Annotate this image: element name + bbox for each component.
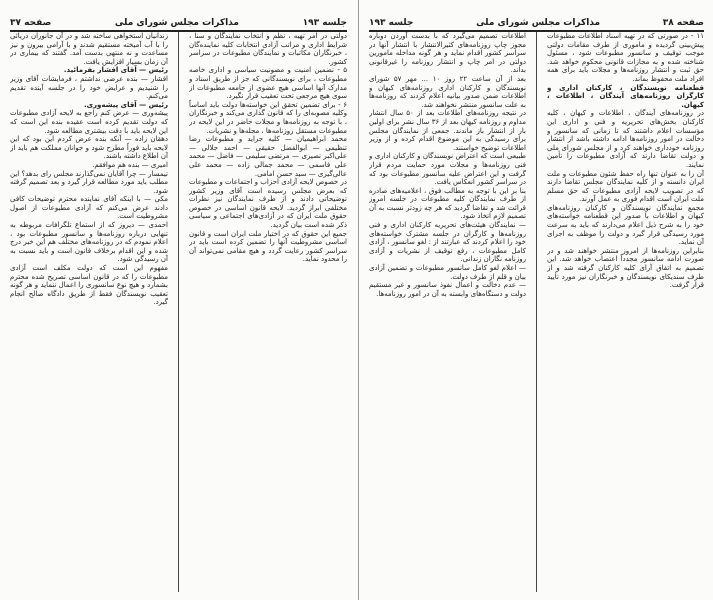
right-header-title: مذاکرات مجلس شورای ملی bbox=[476, 18, 601, 28]
left-session-number: جلسه ۱۹۳ bbox=[302, 18, 347, 28]
paragraph: اطلاعات تصمیم می‌گیرد که با بدست آوردن دوباره مجوز چاپ روزنامه‌های کثیرالانتشار با انتشار آنها در سراسر کشور اقدام نماید و هر گونه مداخله مامورین دولتی در امر چاپ و انتشار روزنامه را غیرقانونی بداند. bbox=[369, 32, 526, 75]
speech: رئیس — آقای افشار بفرمائید. bbox=[63, 66, 168, 75]
paragraph: در نتیجه روزنامه‌های اطلاعات بعد از ۵۰ سال انتشار مداوم و روزنامه کیهان بعد از ۳۶ سال نشر برای اولین بار از انتشار باز ماندند. جمعی از نمایندگان مجلس برای رسیدگی به این موضوع اقدام کرده و از وزیر اطلاعات توضیح خواستند. bbox=[369, 109, 526, 152]
speech: امیری — بنده هم موافقم. bbox=[92, 160, 168, 169]
paragraph: مجمع نمایندگان نویسندگان و کارکنان روزنامه‌های کیهان و اطلاعات با صدور این قطعنامه خواسته‌های خود را به شرح ذیل اعلام می‌دارند که باید به سرعت مورد رسیدگی قرار گیرد و دولت را موظف به اجرای آن نماید. bbox=[547, 203, 704, 247]
speech: احمدی — دیروز که از استماع تلگرافات مربوطه به تنهایی درباره روزنامه‌ها و سانسور مطبوعات بود ، اعلام نمودم که در روزنامه‌های مختلف هم این خبر درج شده و این اقدام برخلاف قانون است و باید نسبت به آن رسیدگی شود. bbox=[10, 221, 168, 264]
paragraph: آن را به عنوان تنها راه حفظ شئون مطبوعات و ملت ایران دانسته و از کلیه نمایندگان مجلس تقاضا دارند که در تصویب لایحه آزادی مطبوعات که حق مسلم ملت ایران است اقدام فوری به عمل آورند. bbox=[547, 169, 704, 204]
paragraph: دولتی در امر تهیه ، نظم و انتخاب نمایندگان و سنا ، شرایط اداری و مراتب آزادی انتخابات کلیه نماینده‌گان ، خبرنگاران مکاتبات و نمایندگان مطبوعات در سراسر کشور. bbox=[189, 32, 347, 66]
right-page-columns bbox=[369, 32, 704, 592]
left-page-number: صفحه ۳۷ bbox=[10, 18, 52, 28]
left-page-columns bbox=[10, 32, 347, 592]
speech: افشار — بنده عرضی نداشتم ، فرمایشات آقای وزیر را شنیدیم و عرایض خود را در جلسه آینده تقدیم می‌کنم. bbox=[10, 74, 168, 101]
right-page bbox=[358, 0, 713, 600]
list-item: — نمایندگان هیئت‌های تحریریه کارکنان اداری و فنی روزنامه‌ها و کارگران در جلسه مشترک خواسته‌های خود را اعلام کردند که عبارتند از : لغو سانسور ، آزادی کامل مطبوعات ، رفع توقیف از نشریات و آزادی روزنامه نگاران زندانی. bbox=[369, 221, 526, 264]
speech: دهقان زاده — آنکه بنده عرض کردم این بود که این لایحه باید فوراً مطرح شود و جوانان مملکت هم باید از آن اطلاع داشته باشند. bbox=[10, 135, 168, 161]
paragraph: در خصوص لایحه آزادی احزاب و اجتماعات و مطبوعات که بعرض مجلس رسیده است آقای وزیر کشور توضیحاتی دادند و از طرف نمایندگان نیز نظرات مختلفی ابراز گردید. لایحه قانون اساسی در خصوص حقوق ملت ایران که در آزادی‌های اجتماعی و سیاسی ذکر شده است بیان گردید. bbox=[189, 178, 347, 230]
paragraph: در روزنامه‌های آیندگان ، اطلاعات و کیهان ، کلیه کارکنان بخش‌های تحریریه و فنی و اداری این مؤسسات اعلام داشتند که تا زمانی که سانسور و دخالت در امور روزنامه‌ها ادامه داشته باشد از انتشار روزنامه خودداری خواهند کرد و از مجلس شورای ملی و دولت تقاضا دارند که آزادی مطبوعات را تأمین نمایند. bbox=[547, 109, 704, 169]
paragraph: جمیع این حقوق که در اختیار ملت ایران است و قانون اساسی مشروطیت آنها را تضمین کرده است باید در سراسر کشور رعایت گردد و هیچ مقامی نمی‌تواند آن را محدود نماید. bbox=[189, 229, 347, 264]
left-header-title: مذاکرات مجلس شورای ملی bbox=[114, 18, 239, 28]
column-divider bbox=[178, 32, 179, 592]
speech: مکی — با اینکه آقای نماینده محترم توضیحات کافی دادند عرض می‌کنم که آزادی مطبوعات از اصول مشروطیت است. bbox=[10, 195, 168, 221]
list-item: — عدم دخالت و اعمال نفوذ سانسور و غیر مستقیم دولت و دستگاه‌های وابسته به آن در امور روزنامه‌ها. bbox=[369, 281, 526, 298]
speech: رئیس — آقای پیشه‌وری. bbox=[83, 100, 168, 109]
speech: پیشه‌وری — عرض کنم راجع به لایحه آزادی مطبوعات که دولت تقدیم کرده است عقیده بنده این است که این لایحه باید با دقت بیشتری مطالعه شود. bbox=[10, 109, 168, 135]
paragraph: زندانیان استخواهی ساخته شد و در آن جانوران دریائی را با آب آمیخته مستقیم شدند و با آرامی بیرون و نیز مساعدت و نه منتهی بدست آمد. گفتند که بیماری در آن زمان بسیار افزایش یافت. bbox=[10, 32, 168, 66]
right-session-number: جلسه ۱۹۳ bbox=[369, 18, 414, 28]
speech: تیمسار — چرا آقایان نمی‌گذارند مجلس رای بدهد؟ این مطلب باید مورد مطالعه قرار گیرد و بعد تصمیم گرفته شود. bbox=[10, 169, 168, 195]
paragraph: طبیعی است که اعتراض نویسندگان و کارکنان اداری و فنی روزنامه‌ها و مجلات مورد حمایت مردم قرار گرفت و این اعتراض علیه سانسور مطبوعات بود که در سراسر کشور انعکاس یافت. bbox=[369, 152, 526, 187]
right-page-right-column bbox=[547, 32, 704, 592]
left-page-header bbox=[10, 6, 347, 32]
paragraph: ۵ - تضمین امنیت و مصونیت سیاسی و اداری خاصه مطبوعات ، برای نویسندگانی که جز از طریق اسناد و مدارک آنها اساسی هیچ عضوی از جامعه مطبوعات از سوی هیچ مرجعی تحت تعقیب قرار نگیرد. bbox=[189, 66, 347, 101]
paragraph: بعد از آن ساعت ۲۲ روز ۱۰ ... مهر ۵۷ شورای نویسندگان و کارکنان اداری روزنامه‌های کیهان و اطلاعات ضمن صدور بیانیه اعلام کردند که روزنامه‌ها به علت سانسور منتشر نخواهند شد. bbox=[369, 74, 526, 109]
paragraph: ۱۱ - در صورتی که در تهیه اسناد اطلاعات مطبوعات پیش‌بینی گردیده و ماموری از طرف مقامات دولتی موجب توقیف و سانسور مطبوعات شود ، مسئول شناخته شده و به مجازات قانونی محکوم خواهد شد. حق ثبت و انتشار روزنامه‌ها و مجلات باید برای همه افراد ملت محفوظ بماند. bbox=[547, 32, 704, 83]
column-divider bbox=[536, 32, 537, 592]
signatories: محمد ابراهیمیان — کلیه جراید و مطبوعات رضا تنظیمی — ابوالفضل حقیقی — احمد جلالی — علی‌اکبر نصیری — مرتضی سلیمی — فاضل — محمد علی قاسمی — محمد جمالی زاده — محمد علی عالی‌گیری — سید حسن امامی. bbox=[189, 135, 347, 178]
paragraph: بنابراین روزنامه‌ها از امروز منتشر خواهند شد و در صورت ادامه سانسور مجدداً اعتصاب خواهد شد. این تصمیم به اتفاق آرای کلیه کارکنان گرفته شد و از طرف سندیکای نویسندگان و خبرنگاران نیز مورد تأیید قرار گرفت. bbox=[547, 246, 704, 290]
left-page-left-column bbox=[10, 32, 168, 592]
paragraph: بنا بر این با توجه به مطالب فوق ، اعلامیه‌های صادره از طرف نمایندگان کلیه مطبوعات در جلسه امروز قرائت شد و تقاضا گردید که هر چه زودتر نسبت به آن تصمیم لازم اتخاذ شود. bbox=[369, 186, 526, 221]
paragraph: مفهوم این است که دولت مکلف است آزادی مطبوعات را که در قانون اساسی تصریح شده محترم بشمارد و هیچ نوع سانسوری را اعمال ننماید و هر گونه تعقیب نویسندگان فقط از طریق دادگاه صالح انجام گیرد. bbox=[10, 264, 168, 307]
right-page-number: صفحه ۳۸ bbox=[662, 18, 704, 28]
resolution-heading: قطعنامه نویسندگان ، کارکنان اداری و کارگران روزنامه‌های آیندگان ، اطلاعات ، کیهان. bbox=[547, 83, 704, 109]
list-item: — اعلام لغو کامل سانسور مطبوعات و تضمین آزادی بیان و قلم از طرف دولت. bbox=[369, 264, 526, 281]
right-page-left-column bbox=[369, 32, 526, 592]
paragraph: ۶ - برای تضمین تحقق این خواسته‌ها دولت باید اساساً وکلیه مصوبه‌ای را که قانون گذاری می‌کند و خبرنگاران ، با توجه به روزنامه‌ها و مجلات حاضر در این لایحه در مطبوعات مستقل روزنامه‌ها ، مجله‌ها و نشریات. bbox=[189, 100, 347, 135]
right-page-header bbox=[369, 6, 704, 32]
left-page-right-column bbox=[189, 32, 347, 592]
